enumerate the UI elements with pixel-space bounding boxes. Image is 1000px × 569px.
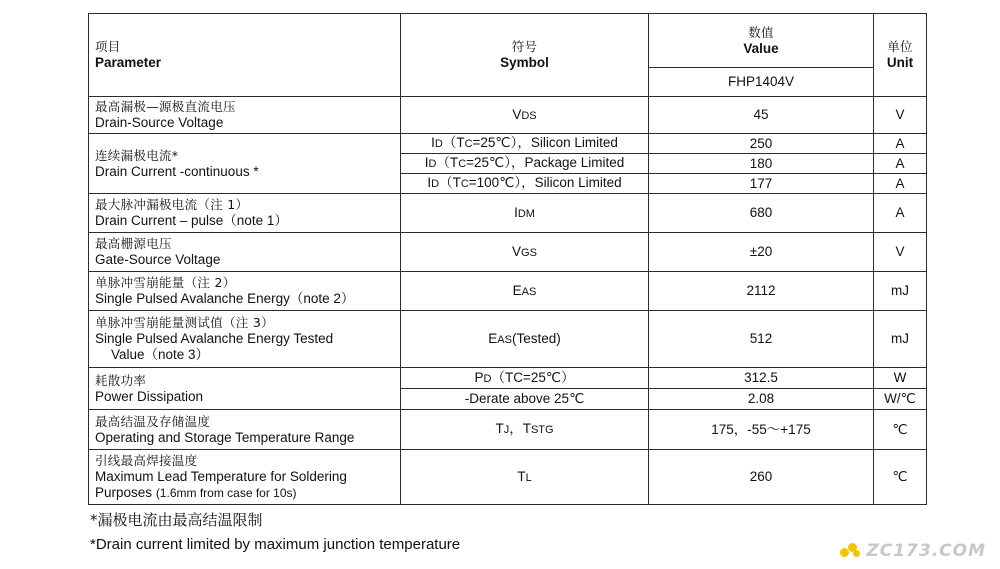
symbol-cell: IDM	[401, 194, 649, 233]
row-label-en-cont: Value（note 3）	[111, 347, 210, 362]
row-label-en: Power Dissipation	[95, 388, 204, 404]
table-row	[89, 410, 927, 450]
symbol-header-en: Symbol	[500, 55, 549, 70]
symbol-cell: TL	[401, 450, 649, 505]
row-label-cn: 最大脉冲漏极电流（注 1）	[95, 197, 249, 212]
value-cell: 512	[649, 311, 874, 368]
table-row	[89, 134, 927, 154]
value-cell: 2112	[649, 272, 874, 311]
unit-cell: A	[874, 154, 927, 174]
param-header-en: Parameter	[95, 55, 162, 70]
table-row	[89, 97, 927, 134]
value-cell: ±20	[649, 233, 874, 272]
table-row	[89, 368, 927, 389]
unit-cell: W	[874, 368, 927, 389]
symbol-cell: EAS(Tested)	[401, 311, 649, 368]
unit-cell: ℃	[874, 410, 927, 450]
symbol-cell: VGS	[401, 233, 649, 272]
table-row	[89, 194, 927, 233]
row-label-cn: 最高漏极—源极直流电压	[95, 99, 236, 114]
value-cell: 180	[649, 154, 874, 174]
value-header-en: Value	[743, 40, 779, 56]
param-header	[89, 14, 401, 97]
value-header	[649, 14, 874, 68]
row-label-cn: 最高结温及存储温度	[95, 413, 211, 429]
table-row	[89, 272, 927, 311]
row-label-en: Drain-Source Voltage	[95, 115, 224, 130]
row-label-en: Drain Current – pulse（note 1）	[95, 213, 288, 228]
watermark-logo-icon	[840, 543, 862, 559]
part-number: FHP1404V	[649, 68, 874, 97]
unit-cell: A	[874, 174, 927, 194]
row-label-en: Single Pulsed Avalanche Energy（note 2）	[95, 291, 355, 306]
value-cell: 260	[649, 450, 874, 505]
table-row	[89, 311, 927, 368]
row-label-cn: 单脉冲雪崩能量（注 2）	[95, 275, 236, 290]
unit-cell: A	[874, 194, 927, 233]
value-cell: 312.5	[649, 368, 874, 389]
row-label-en: Operating and Storage Temperature Range	[95, 429, 355, 445]
symbol-cell: ID（TC=25℃），Package Limited	[401, 154, 649, 174]
symbol-cell: VDS	[401, 97, 649, 134]
value-header-cn: 数值	[748, 24, 774, 40]
symbol-cell: ID（TC=25℃），Silicon Limited	[401, 134, 649, 154]
param-header-cn: 项目	[95, 39, 121, 54]
row-label-en: Gate-Source Voltage	[95, 252, 221, 267]
symbol-cell: ID（TC=100℃），Silicon Limited	[401, 174, 649, 194]
row-label-en: Maximum Lead Temperature for Soldering	[95, 469, 347, 484]
value-cell: 177	[649, 174, 874, 194]
unit-header-en: Unit	[886, 55, 914, 70]
row-label-en: Drain Current -continuous *	[95, 163, 259, 179]
watermark	[840, 541, 986, 561]
unit-cell: W/℃	[874, 389, 927, 410]
symbol-cell: TJ，TSTG	[401, 410, 649, 450]
symbol-cell: EAS	[401, 272, 649, 311]
unit-header	[874, 14, 927, 97]
row-label-cn: 连续漏极电流*	[95, 147, 179, 163]
unit-cell: V	[874, 97, 927, 134]
header-row	[89, 14, 927, 68]
row-label-cn: 耗散功率	[95, 372, 147, 388]
unit-cell: mJ	[874, 272, 927, 311]
value-cell: 2.08	[649, 389, 874, 410]
unit-cell: A	[874, 134, 927, 154]
row-label-cn: 引线最高焊接温度	[95, 453, 198, 468]
value-cell: 175，-55～+175	[649, 410, 874, 450]
footnote-en: *Drain current limited by maximum junction temperature	[90, 536, 461, 553]
table-row	[89, 450, 927, 505]
symbol-cell: PD（TC=25℃）	[401, 368, 649, 389]
unit-header-cn: 单位	[887, 39, 913, 54]
value-cell: 250	[649, 134, 874, 154]
unit-cell: mJ	[874, 311, 927, 368]
ratings-table	[88, 13, 927, 505]
row-label-cn: 单脉冲雪崩能量测试值（注 3）	[95, 315, 274, 330]
row-label-en: Single Pulsed Avalanche Energy Tested	[95, 331, 334, 346]
row-label-en-cont: Purposes (1.6mm from case for 10s)	[95, 485, 297, 500]
symbol-cell: -Derate above 25℃	[401, 389, 649, 410]
row-label-cn: 最高栅源电压	[95, 236, 172, 251]
unit-cell: V	[874, 233, 927, 272]
value-cell: 45	[649, 97, 874, 134]
table-row	[89, 233, 927, 272]
watermark-text: ZC173.COM	[866, 541, 986, 561]
footnote-cn: *漏极电流由最高结温限制	[90, 511, 263, 529]
value-cell: 680	[649, 194, 874, 233]
symbol-header-cn: 符号	[511, 39, 538, 54]
unit-cell: ℃	[874, 450, 927, 505]
symbol-header	[401, 14, 649, 97]
